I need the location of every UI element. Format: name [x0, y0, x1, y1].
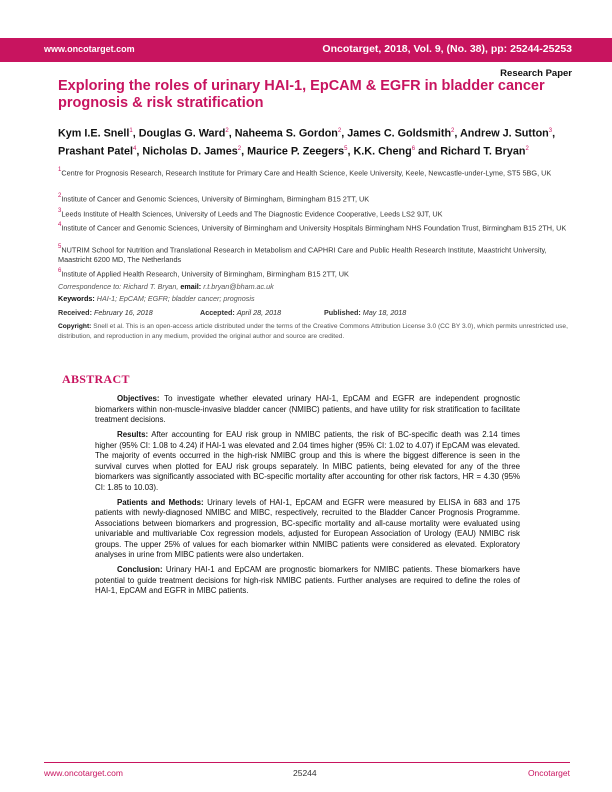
keywords-label: Keywords:	[58, 294, 95, 303]
affiliation-mark: 5	[58, 244, 62, 250]
copyright-text: Snell et al. This is an open-access article distributed under the terms of the Creative Commons Attribution License 3.0 (CC BY 3.0), which permits unrestricted use, distribution, and reproduction in any medium, provided the original author and source are credited.	[58, 323, 568, 340]
affiliation	[58, 193, 568, 204]
correspondence-name: Richard T. Bryan,	[123, 282, 179, 291]
article-type: Research Paper	[500, 68, 572, 79]
footer-site-link[interactable]: www.oncotarget.com	[44, 768, 123, 778]
author-affiliation-mark: 5	[344, 145, 348, 152]
accepted-date	[200, 308, 281, 317]
footer-rule	[44, 762, 570, 763]
author-list: Kym I.E. Snell$^1$, Douglas G. Ward$^2$, Naheema S. Gordon$^2$, James C. Goldsmith$^2$, Andrew J. Sutton$^3$, Prashant Patel$^4$, Nicholas D. James$^2$, Maurice P. Zeegers$^5$, K.K. Cheng$^6$ and Richard T. Bryan$^2$	[58, 127, 556, 158]
affiliation-text: NUTRIM School for Nutrition and Translational Research in Metabolism and CAPHRI Care and Public Health Research Institute, Maastricht University, Maastricht 6200 MD, The Netherlands	[58, 245, 547, 265]
author-affiliation-mark: 2	[525, 145, 529, 152]
author-name: Nicholas D. James	[142, 145, 238, 158]
author-affiliation-mark: 6	[411, 145, 416, 152]
email-label: email:	[180, 282, 202, 291]
footer-journal: Oncotarget	[527, 768, 570, 778]
abstract-body	[95, 394, 520, 601]
affiliation-text: Institute of Cancer and Genomic Sciences, University of Birmingham, Birmingham B15 2TT, UK	[61, 194, 370, 204]
published-date	[324, 308, 406, 317]
header-citation: Oncotarget, 2018, Vol. 9, (No. 38), pp: 25244-25253	[322, 43, 572, 55]
accepted-label: Accepted:	[200, 308, 235, 317]
correspondence	[58, 282, 274, 291]
author-affiliation-mark: 2	[451, 128, 455, 134]
published-label: Published:	[324, 308, 361, 317]
author-affiliation-mark: 2	[225, 128, 229, 134]
received-value: February 16, 2018	[93, 308, 153, 317]
copyright-label: Copyright:	[58, 323, 92, 330]
section-label: Patients and Methods:	[117, 497, 204, 507]
affiliation-mark: 4	[58, 222, 62, 228]
affiliation	[58, 208, 568, 219]
published-value: May 18, 2018	[362, 308, 407, 317]
author-name: James C. Goldsmith	[347, 127, 452, 140]
section-text: After accounting for EAU risk group in NMIBC patients, the risk of BC-specific death was 2.14 times higher (95% CI: 1.08 to 4.24) if HAI-1 was elevated and 2.04 times higher (95% CI: 1.02 to 4.07) if EpCAM was elevated. The majority of events occurred in the high-risk NMIBC group and this is where the biggest difference is seen in the survival curves when plotted for EAU risk groups separately. In MIBC patients, being elevated for any of the three biomarkers was significantly associated with BC-specific mortality after accounting for other risk factors, HR = 4.30 (95% CI: 1.85 to 10.03).	[95, 430, 520, 492]
received-label: Received:	[58, 308, 92, 317]
affiliation	[58, 167, 568, 178]
section-label: Conclusion:	[117, 565, 163, 574]
paper-title: Exploring the roles of urinary HAI-1, EpCAM & EGFR in bladder cancer prognosis & risk stratification	[58, 78, 545, 111]
author-name: Maurice P. Zeegers	[247, 145, 345, 158]
section-text: To investigate whether elevated urinary HAI-1, EpCAM and EGFR are independent prognostic biomarkers within non-muscle-invasive bladder cancer (NMIBC) patients, and have utility for risk stratification to facilitate treatment decisions.	[95, 394, 520, 424]
correspondence-email-link[interactable]: r.t.bryan@bham.ac.uk	[203, 282, 274, 291]
author-name: Douglas G. Ward	[138, 127, 226, 140]
keywords-value: HAI-1; EpCAM; EGFR; bladder cancer; prognosis	[96, 294, 255, 303]
author-name: Prashant Patel	[58, 145, 134, 158]
affiliation	[58, 222, 568, 233]
author-affiliation-mark: 1	[129, 128, 133, 134]
affiliation-text: Institute of Applied Health Research, University of Birmingham, Birmingham B15 2TT, UK	[61, 269, 349, 279]
correspondence-label: Correspondence to:	[58, 282, 122, 291]
affiliation-mark: 3	[58, 208, 62, 214]
abstract-methods	[95, 498, 520, 561]
author-name: Kym I.E. Snell	[58, 127, 130, 140]
author-name: K.K. Cheng	[353, 145, 412, 158]
received-date	[58, 308, 153, 317]
author-name: Naheema S. Gordon	[234, 127, 338, 140]
author-affiliation-mark: 2	[337, 128, 342, 134]
abstract-results	[95, 430, 520, 493]
author-name: Richard T. Bryan	[440, 145, 526, 158]
abstract-conclusion	[95, 565, 520, 597]
author-name: Andrew J. Sutton	[460, 127, 549, 140]
affiliation-mark: 6	[58, 268, 62, 274]
page-number: 25244	[293, 768, 317, 778]
affiliation-mark: 2	[58, 193, 62, 199]
abstract-heading: ABSTRACT	[62, 372, 130, 386]
keywords	[58, 294, 255, 303]
copyright-notice	[58, 322, 568, 341]
affiliation-text: Leeds Institute of Health Sciences, University of Leeds and The Diagnostic Evidence Cooperative, Leeds LS2 9JT, UK	[61, 209, 443, 219]
author-affiliation-mark: 4	[133, 145, 137, 152]
section-text: Urinary levels of HAI-1, EpCAM and EGFR were measured by ELISA in 683 and 175 patients with newly-diagnosed NMIBC and MIBC, respectively, recruited to the Bladder Cancer Prognosis Programme. Associations between biomarkers and progression, BC-specific mortality and all-cause mortality were evaluated using univariable and multivariable Cox regression models, adjusted for European Association of Urology (EAU) NMIBC risk groups. The upper 25% of values for each biomarker within NMIBC patients were considered as elevated. Exploratory analyses in urine from MIBC patients were also undertaken.	[95, 497, 520, 559]
affiliation	[58, 268, 568, 279]
abstract-objectives	[95, 394, 520, 426]
section-text: Urinary HAI-1 and EpCAM are prognostic biomarkers for NMIBC patients. These biomarkers have potential to guide treatment decisions for high-risk NMIBC patients. Further analyses are required to define the roles of HAI-1, EpCAM and EGFR in MIBC patients.	[95, 565, 520, 595]
section-label: Objectives:	[117, 394, 160, 403]
affiliation-text: Institute of Cancer and Genomic Sciences, University of Birmingham and University Hospitals Birmingham NHS Foundation Trust, Birmingham B15 2TH, UK	[61, 223, 567, 233]
header-site-link[interactable]: www.oncotarget.com	[44, 44, 135, 54]
affiliation	[58, 244, 568, 265]
section-label: Results:	[117, 430, 149, 439]
accepted-value: April 28, 2018	[236, 308, 282, 317]
affiliation-mark: 1	[58, 167, 62, 173]
author-conjunction: and	[418, 145, 438, 158]
author-affiliation-mark: 3	[548, 128, 553, 134]
author-affiliation-mark: 2	[237, 145, 242, 152]
affiliation-text: Centre for Prognosis Research, Research Institute for Primary Care and Health Science, Keele University, Keele, Newcastle-under-Lyme, ST5 5BG, UK	[61, 168, 552, 178]
